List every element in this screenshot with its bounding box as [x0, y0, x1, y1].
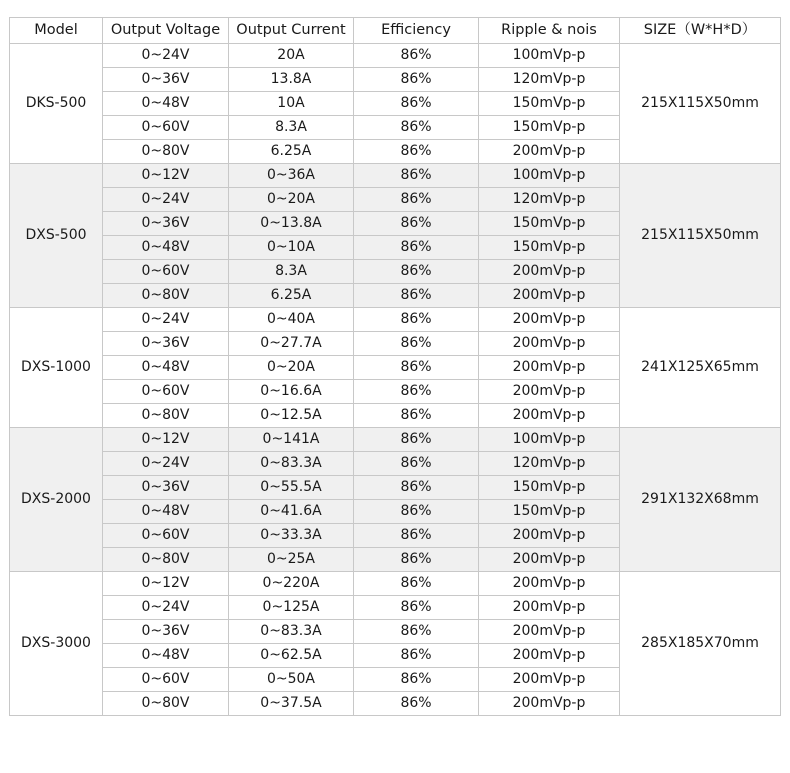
size-cell: 241X125X65mm	[620, 308, 781, 428]
efficiency-cell: 86%	[354, 236, 479, 260]
ripple-cell: 200mVp-p	[479, 524, 620, 548]
current-cell: 10A	[229, 92, 354, 116]
table-row	[10, 44, 781, 68]
current-cell: 0~33.3A	[229, 524, 354, 548]
ripple-cell: 100mVp-p	[479, 44, 620, 68]
ripple-cell: 120mVp-p	[479, 188, 620, 212]
ripple-cell: 120mVp-p	[479, 452, 620, 476]
size-cell: 215X115X50mm	[620, 44, 781, 164]
column-header-output-voltage: Output Voltage	[103, 18, 229, 44]
size-cell: 215X115X50mm	[620, 164, 781, 308]
ripple-cell: 150mVp-p	[479, 500, 620, 524]
current-cell: 20A	[229, 44, 354, 68]
model-group	[10, 428, 781, 572]
efficiency-cell: 86%	[354, 452, 479, 476]
current-cell: 0~27.7A	[229, 332, 354, 356]
efficiency-cell: 86%	[354, 644, 479, 668]
size-cell: 291X132X68mm	[620, 428, 781, 572]
current-cell: 0~220A	[229, 572, 354, 596]
current-cell: 8.3A	[229, 260, 354, 284]
current-cell: 0~141A	[229, 428, 354, 452]
voltage-cell: 0~48V	[103, 236, 229, 260]
table-row	[10, 428, 781, 452]
efficiency-cell: 86%	[354, 572, 479, 596]
voltage-cell: 0~60V	[103, 260, 229, 284]
efficiency-cell: 86%	[354, 476, 479, 500]
ripple-cell: 100mVp-p	[479, 164, 620, 188]
voltage-cell: 0~48V	[103, 500, 229, 524]
current-cell: 0~50A	[229, 668, 354, 692]
current-cell: 0~16.6A	[229, 380, 354, 404]
table-row	[10, 308, 781, 332]
ripple-cell: 200mVp-p	[479, 644, 620, 668]
efficiency-cell: 86%	[354, 92, 479, 116]
ripple-cell: 200mVp-p	[479, 140, 620, 164]
efficiency-cell: 86%	[354, 332, 479, 356]
voltage-cell: 0~36V	[103, 212, 229, 236]
current-cell: 0~12.5A	[229, 404, 354, 428]
current-cell: 0~41.6A	[229, 500, 354, 524]
voltage-cell: 0~60V	[103, 668, 229, 692]
voltage-cell: 0~24V	[103, 188, 229, 212]
column-header-ripple-noise: Ripple & nois	[479, 18, 620, 44]
voltage-cell: 0~36V	[103, 476, 229, 500]
efficiency-cell: 86%	[354, 404, 479, 428]
current-cell: 0~25A	[229, 548, 354, 572]
efficiency-cell: 86%	[354, 668, 479, 692]
model-cell: DXS-2000	[10, 428, 103, 572]
model-group	[10, 572, 781, 716]
ripple-cell: 200mVp-p	[479, 308, 620, 332]
efficiency-cell: 86%	[354, 356, 479, 380]
ripple-cell: 200mVp-p	[479, 332, 620, 356]
current-cell: 6.25A	[229, 140, 354, 164]
voltage-cell: 0~24V	[103, 44, 229, 68]
voltage-cell: 0~12V	[103, 572, 229, 596]
efficiency-cell: 86%	[354, 140, 479, 164]
ripple-cell: 200mVp-p	[479, 404, 620, 428]
voltage-cell: 0~60V	[103, 524, 229, 548]
ripple-cell: 200mVp-p	[479, 692, 620, 716]
power-supply-spec-table	[9, 17, 781, 716]
voltage-cell: 0~12V	[103, 428, 229, 452]
model-group	[10, 44, 781, 164]
model-cell: DXS-1000	[10, 308, 103, 428]
voltage-cell: 0~80V	[103, 140, 229, 164]
ripple-cell: 150mVp-p	[479, 476, 620, 500]
ripple-cell: 200mVp-p	[479, 380, 620, 404]
current-cell: 0~125A	[229, 596, 354, 620]
column-header-efficiency: Efficiency	[354, 18, 479, 44]
efficiency-cell: 86%	[354, 620, 479, 644]
ripple-cell: 200mVp-p	[479, 668, 620, 692]
ripple-cell: 200mVp-p	[479, 620, 620, 644]
voltage-cell: 0~80V	[103, 284, 229, 308]
current-cell: 13.8A	[229, 68, 354, 92]
ripple-cell: 200mVp-p	[479, 596, 620, 620]
current-cell: 0~62.5A	[229, 644, 354, 668]
column-header-size: SIZE（W*H*D）	[620, 18, 781, 44]
efficiency-cell: 86%	[354, 428, 479, 452]
size-cell: 285X185X70mm	[620, 572, 781, 716]
table-row	[10, 164, 781, 188]
current-cell: 0~36A	[229, 164, 354, 188]
current-cell: 0~20A	[229, 188, 354, 212]
efficiency-cell: 86%	[354, 380, 479, 404]
voltage-cell: 0~48V	[103, 356, 229, 380]
efficiency-cell: 86%	[354, 164, 479, 188]
efficiency-cell: 86%	[354, 68, 479, 92]
efficiency-cell: 86%	[354, 284, 479, 308]
current-cell: 0~83.3A	[229, 452, 354, 476]
voltage-cell: 0~60V	[103, 380, 229, 404]
column-header-model: Model	[10, 18, 103, 44]
efficiency-cell: 86%	[354, 692, 479, 716]
table-row	[10, 572, 781, 596]
current-cell: 0~10A	[229, 236, 354, 260]
column-header-output-current: Output Current	[229, 18, 354, 44]
current-cell: 8.3A	[229, 116, 354, 140]
efficiency-cell: 86%	[354, 596, 479, 620]
voltage-cell: 0~36V	[103, 620, 229, 644]
model-cell: DXS-500	[10, 164, 103, 308]
model-group	[10, 308, 781, 428]
model-cell: DXS-3000	[10, 572, 103, 716]
efficiency-cell: 86%	[354, 260, 479, 284]
ripple-cell: 200mVp-p	[479, 572, 620, 596]
current-cell: 0~83.3A	[229, 620, 354, 644]
ripple-cell: 150mVp-p	[479, 92, 620, 116]
voltage-cell: 0~24V	[103, 596, 229, 620]
current-cell: 0~37.5A	[229, 692, 354, 716]
ripple-cell: 200mVp-p	[479, 356, 620, 380]
current-cell: 0~20A	[229, 356, 354, 380]
voltage-cell: 0~80V	[103, 548, 229, 572]
efficiency-cell: 86%	[354, 188, 479, 212]
model-group	[10, 164, 781, 308]
ripple-cell: 200mVp-p	[479, 284, 620, 308]
current-cell: 0~13.8A	[229, 212, 354, 236]
ripple-cell: 150mVp-p	[479, 236, 620, 260]
ripple-cell: 120mVp-p	[479, 68, 620, 92]
voltage-cell: 0~48V	[103, 644, 229, 668]
ripple-cell: 200mVp-p	[479, 260, 620, 284]
voltage-cell: 0~36V	[103, 68, 229, 92]
voltage-cell: 0~80V	[103, 404, 229, 428]
ripple-cell: 150mVp-p	[479, 116, 620, 140]
efficiency-cell: 86%	[354, 44, 479, 68]
voltage-cell: 0~12V	[103, 164, 229, 188]
ripple-cell: 200mVp-p	[479, 548, 620, 572]
voltage-cell: 0~60V	[103, 116, 229, 140]
ripple-cell: 100mVp-p	[479, 428, 620, 452]
efficiency-cell: 86%	[354, 116, 479, 140]
efficiency-cell: 86%	[354, 548, 479, 572]
table-header	[10, 18, 781, 44]
efficiency-cell: 86%	[354, 500, 479, 524]
header-row	[10, 18, 781, 44]
efficiency-cell: 86%	[354, 308, 479, 332]
voltage-cell: 0~80V	[103, 692, 229, 716]
current-cell: 6.25A	[229, 284, 354, 308]
current-cell: 0~40A	[229, 308, 354, 332]
voltage-cell: 0~48V	[103, 92, 229, 116]
model-cell: DKS-500	[10, 44, 103, 164]
voltage-cell: 0~24V	[103, 308, 229, 332]
current-cell: 0~55.5A	[229, 476, 354, 500]
efficiency-cell: 86%	[354, 212, 479, 236]
efficiency-cell: 86%	[354, 524, 479, 548]
ripple-cell: 150mVp-p	[479, 212, 620, 236]
voltage-cell: 0~24V	[103, 452, 229, 476]
voltage-cell: 0~36V	[103, 332, 229, 356]
